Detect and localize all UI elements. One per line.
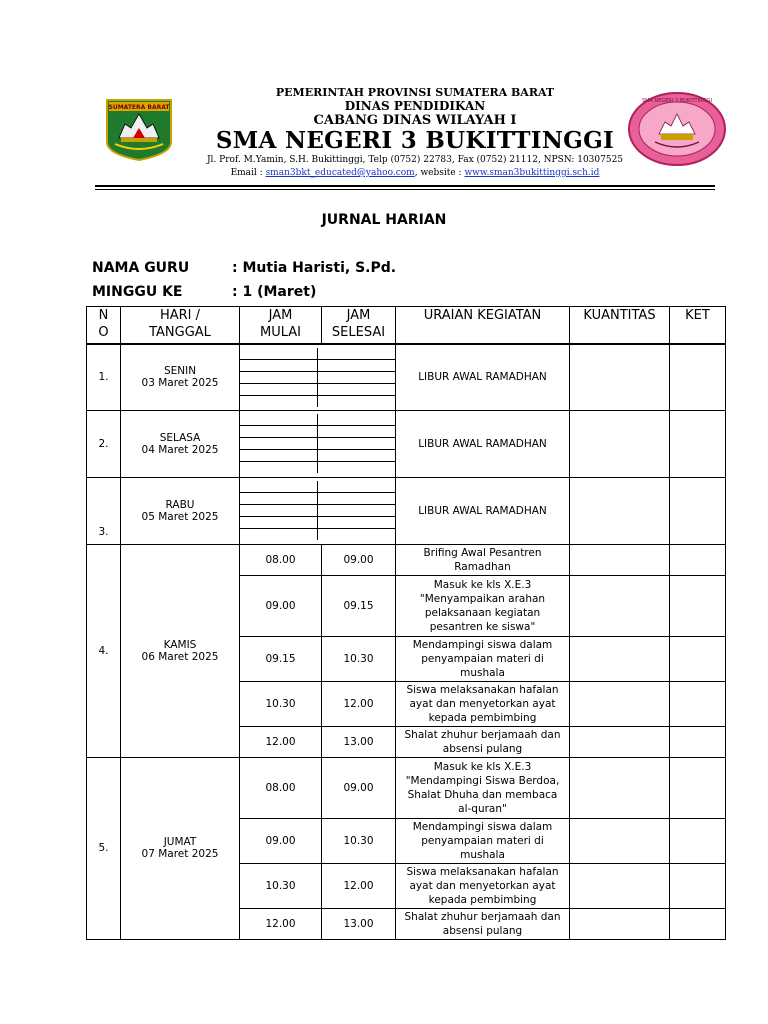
- note-cell: [670, 544, 726, 575]
- activity-cell: Shalat zhuhur berjamaah dan absensi pulang: [396, 908, 570, 939]
- kop-school-name: SMA NEGERI 3 BUKITTINGGI: [215, 127, 615, 154]
- day-date: 04 Maret 2025: [141, 443, 219, 456]
- day-date: 05 Maret 2025: [141, 510, 219, 523]
- note-cell: [670, 681, 726, 726]
- day-name: KAMIS: [163, 638, 197, 651]
- row-day-date: [121, 757, 240, 939]
- time-subgrid: [240, 348, 395, 407]
- row-day-date: [121, 477, 240, 544]
- quantity-cell: [570, 544, 670, 575]
- time-subgrid: [240, 414, 395, 473]
- week-label: MINGGU KE: [92, 284, 183, 300]
- activity-cell: LIBUR AWAL RAMADHAN: [396, 410, 570, 477]
- letterhead-rule-thick: [95, 185, 715, 187]
- col-quantity: KUANTITAS: [570, 307, 670, 345]
- row-number: 4.: [87, 544, 121, 757]
- quantity-cell: [570, 410, 670, 477]
- col-start-label: JAM MULAI: [260, 308, 301, 340]
- quantity-cell: [570, 818, 670, 863]
- letterhead: [95, 84, 720, 190]
- note-cell: [670, 636, 726, 681]
- start-time: 09.15: [240, 636, 322, 681]
- email-link[interactable]: sman3bkt_educated@yahoo.com: [265, 168, 415, 178]
- activity-cell: Shalat zhuhur berjamaah dan absensi pulang: [396, 726, 570, 757]
- activity-cell: Masuk ke kls X.E.3 "Mendampingi Siswa Berdoa, Shalat Dhuha dan membaca al-quran": [396, 757, 570, 818]
- teacher-row: [92, 260, 396, 276]
- kop-branch: CABANG DINAS WILAYAH I: [313, 113, 517, 128]
- activity-cell: LIBUR AWAL RAMADHAN: [396, 477, 570, 544]
- day-name: SENIN: [163, 365, 197, 378]
- week-value: : 1 (Maret): [232, 284, 317, 300]
- time-grid: [240, 344, 396, 410]
- table-row: [87, 344, 726, 410]
- teacher-value: : Mutia Haristi, S.Pd.: [232, 260, 397, 276]
- col-start: [240, 307, 322, 345]
- school-emblem: [625, 90, 730, 168]
- table-row: [87, 757, 726, 818]
- note-cell: [670, 863, 726, 908]
- day-date: 03 Maret 2025: [141, 377, 219, 390]
- table-header-row: [87, 307, 726, 345]
- kop-agency: DINAS PENDIDIKAN: [344, 99, 486, 113]
- day-date: 06 Maret 2025: [141, 650, 219, 663]
- end-time: 13.00: [322, 726, 396, 757]
- col-day-date: [121, 307, 240, 345]
- time-grid: [240, 477, 396, 544]
- quantity-cell: [570, 863, 670, 908]
- week-row: [92, 284, 316, 300]
- col-no-label: N O: [98, 308, 109, 340]
- time-subgrid: [240, 481, 395, 540]
- time-grid: [240, 410, 396, 477]
- col-activity: URAIAN KEGIATAN: [396, 307, 570, 345]
- activity-cell: Mendampingi siswa dalam penyampaian materi di mushala: [396, 636, 570, 681]
- row-number: 1.: [87, 344, 121, 410]
- kop-address: Jl. Prof. M.Yamin, S.H. Bukittinggi, Telp (0752) 22783, Fax (0752) 21112, NPSN: 10307525: [206, 155, 624, 165]
- note-cell: [670, 726, 726, 757]
- note-cell: [670, 908, 726, 939]
- activity-cell: Mendampingi siswa dalam penyampaian materi di mushala: [396, 818, 570, 863]
- end-time: 12.00: [322, 863, 396, 908]
- quantity-cell: [570, 575, 670, 636]
- row-day-date: [121, 544, 240, 757]
- activity-cell: Siswa melaksanakan hafalan ayat dan menyetorkan ayat kepada pembimbing: [396, 863, 570, 908]
- end-time: 12.00: [322, 681, 396, 726]
- col-no: [87, 307, 121, 345]
- start-time: 09.00: [240, 575, 322, 636]
- quantity-cell: [570, 636, 670, 681]
- school-emblem-text: SMA NEGERI 3 BUKITTINGGI: [641, 98, 713, 104]
- col-end: [322, 307, 396, 345]
- note-cell: [670, 410, 726, 477]
- note-cell: [670, 575, 726, 636]
- end-time: 10.30: [322, 818, 396, 863]
- day-date: 07 Maret 2025: [141, 848, 219, 860]
- quantity-cell: [570, 681, 670, 726]
- start-time: 10.30: [240, 681, 322, 726]
- activity-cell: Masuk ke kls X.E.3 "Menyampaikan arahan pelaksanaan kegiatan pesantren ke siswa": [396, 575, 570, 636]
- row-day-date: [121, 410, 240, 477]
- day-name: SELASA: [159, 431, 201, 444]
- kop-contact: [145, 168, 685, 178]
- start-time: 12.00: [240, 726, 322, 757]
- col-end-label: JAM SELESAI: [331, 308, 386, 340]
- row-number: 5.: [87, 757, 121, 939]
- activity-cell: Brifing Awal Pesantren Ramadhan: [396, 544, 570, 575]
- end-time: 13.00: [322, 908, 396, 939]
- teacher-label: NAMA GURU: [92, 260, 190, 276]
- end-time: 09.00: [322, 757, 396, 818]
- emblem-banner-text: SUMATERA BARAT: [108, 104, 170, 111]
- page-title: JURNAL HARIAN: [321, 212, 447, 228]
- end-time: 09.15: [322, 575, 396, 636]
- end-time: 10.30: [322, 636, 396, 681]
- quantity-cell: [570, 908, 670, 939]
- day-name: JUMAT: [163, 836, 197, 848]
- row-day-date: [121, 344, 240, 410]
- day-name: RABU: [165, 498, 195, 511]
- email-label: Email :: [230, 168, 266, 178]
- note-cell: [670, 818, 726, 863]
- website-link[interactable]: www.sman3bukittinggi.sch.id: [464, 168, 600, 178]
- end-time: 09.00: [322, 544, 396, 575]
- row-number: 2.: [87, 410, 121, 477]
- quantity-cell: [570, 757, 670, 818]
- start-time: 08.00: [240, 544, 322, 575]
- table-row: [87, 477, 726, 544]
- start-time: 08.00: [240, 757, 322, 818]
- quantity-cell: [570, 477, 670, 544]
- note-cell: [670, 344, 726, 410]
- table-row: [87, 410, 726, 477]
- website-label: , website :: [414, 168, 465, 178]
- col-note: KET: [670, 307, 726, 345]
- quantity-cell: [570, 344, 670, 410]
- start-time: 09.00: [240, 818, 322, 863]
- row-number: 3.: [87, 477, 121, 544]
- activity-cell: Siswa melaksanakan hafalan ayat dan menyetorkan ayat kepada pembimbing: [396, 681, 570, 726]
- note-cell: [670, 757, 726, 818]
- journal-table: [86, 306, 726, 940]
- kop-province: PEMERINTAH PROVINSI SUMATERA BARAT: [275, 86, 555, 99]
- col-day-date-label: HARI / TANGGAL: [149, 308, 211, 340]
- start-time: 10.30: [240, 863, 322, 908]
- table-row: [87, 544, 726, 575]
- activity-cell: LIBUR AWAL RAMADHAN: [396, 344, 570, 410]
- letterhead-rule-thin: [95, 189, 715, 190]
- quantity-cell: [570, 726, 670, 757]
- note-cell: [670, 477, 726, 544]
- start-time: 12.00: [240, 908, 322, 939]
